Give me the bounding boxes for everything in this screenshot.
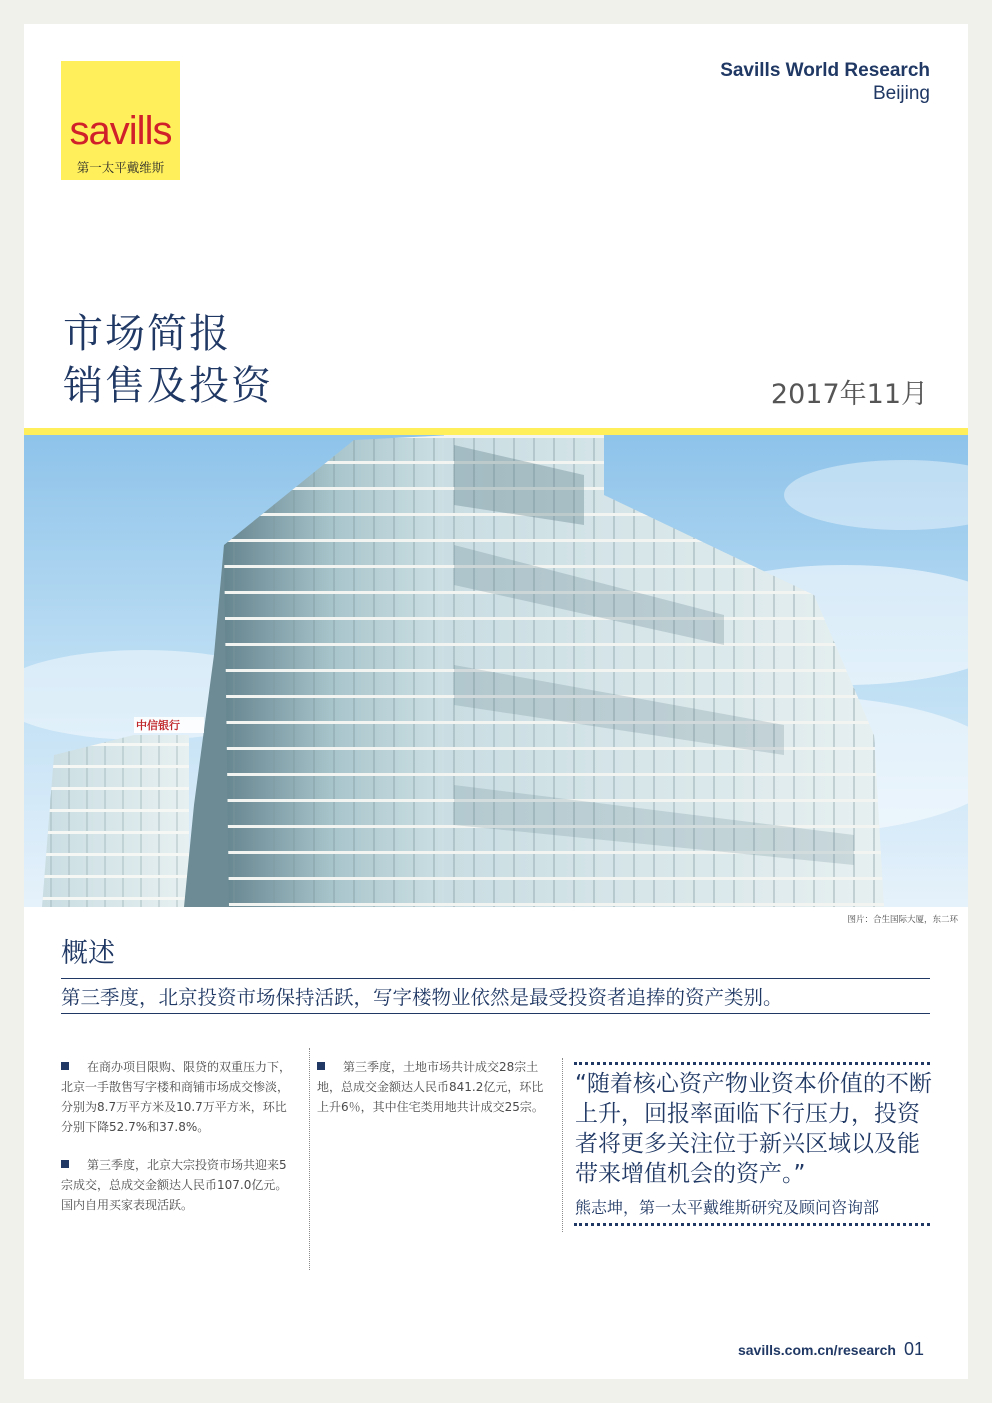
bank-sign: 中信银行 [136,719,180,732]
quote-attribution: 熊志坤，第一太平戴维斯研究及顾问咨询部 [575,1198,880,1217]
footer-url[interactable]: savills.com.cn/research [737,1342,896,1358]
quote-top-border [574,1062,930,1065]
lead-rule [61,1013,930,1014]
title-line-1: 市场简报 [63,311,231,357]
square-bullet-icon [61,1062,69,1070]
savills-logo [61,61,180,180]
header-city: Beijing [872,83,930,104]
header-block [720,59,930,105]
report-date: 2017年11月 [770,379,928,410]
column-divider [562,1058,563,1232]
quote-bottom-border [574,1223,930,1226]
bullet-item: 在商办项目限购、限贷的双重压力下，北京一手散售写字楼和商铺市场成交惨淡，分别为8.7万平方米及10.7万平方米，环比分别下降52.7%和37.8%。 [61,1060,292,1134]
footer [738,1339,924,1360]
bullet-item: 第三季度，北京大宗投资市场共迎来5宗成交，总成交金额达人民币107.0亿元。国内自用买家表现活跃。 [61,1158,288,1212]
report-cover [24,24,968,1379]
logo-chinese-name: 第一太平戴维斯 [76,160,165,175]
image-caption: 图片：合生国际大厦，东二环 [847,915,958,925]
column-divider [309,1048,310,1270]
yellow-divider [24,428,968,435]
title-line-2: 销售及投资 [63,363,273,409]
page-title [63,308,273,412]
hero-building-image [24,435,968,907]
square-bullet-icon [61,1160,69,1168]
page-number: 01 [903,1339,924,1359]
logo-wordmark: savills [69,109,172,153]
header-org: Savills World Research [720,60,930,81]
section-heading: 概述 [61,938,115,969]
bullets-column-2 [317,1057,549,1135]
heading-rule [61,978,930,979]
bullet-item: 第三季度，土地市场共计成交28宗土地，总成交金额达人民币841.2亿元，环比上升6％，其中住宅类用地共计成交25宗。 [317,1060,544,1114]
square-bullet-icon [317,1062,325,1070]
lead-sentence: 第三季度，北京投资市场保持活跃，写字楼物业依然是最受投资者追捧的资产类别。 [61,986,783,1009]
bullets-column-1 [61,1057,293,1233]
pull-quote: “随着核心资产物业资本价值的不断上升，回报率面临下行压力，投资者将更多关注位于新兴区域以及能带来增值机会的资产。” [575,1071,932,1187]
building-illustration [24,435,968,907]
